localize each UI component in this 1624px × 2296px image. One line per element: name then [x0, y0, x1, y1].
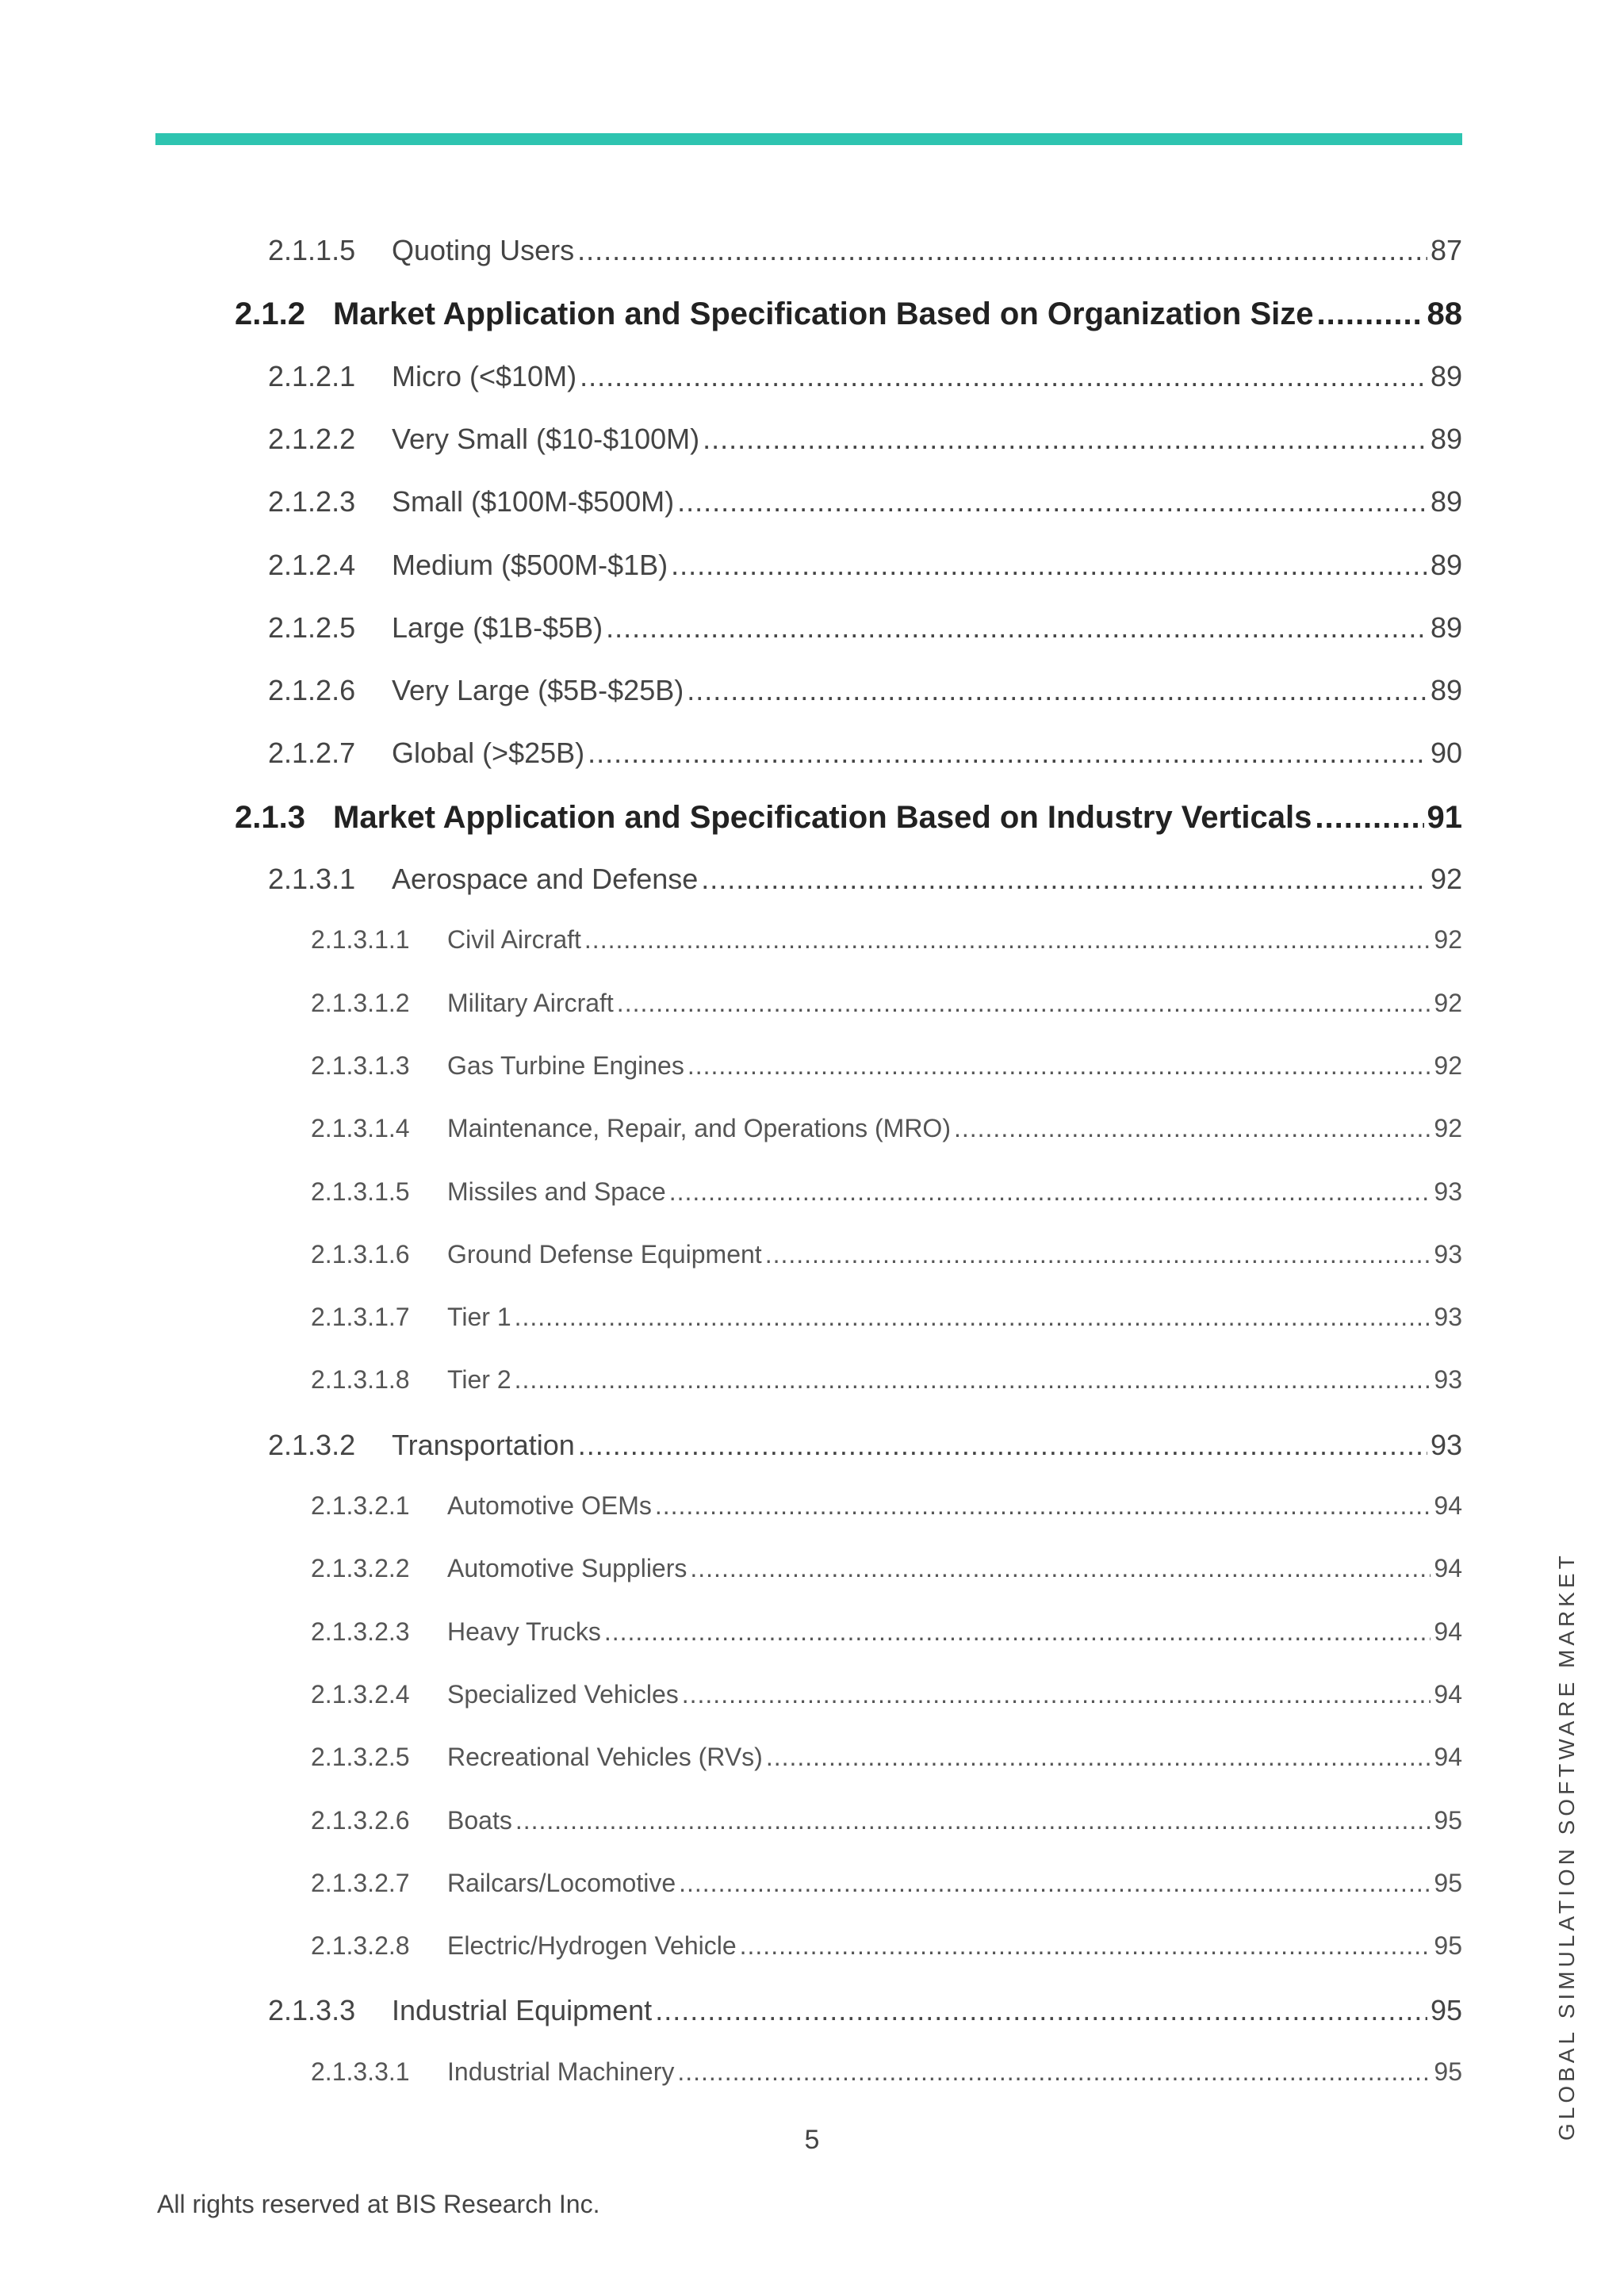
toc-entry[interactable]: [311, 1051, 1462, 1081]
toc-entry[interactable]: [311, 1177, 1462, 1207]
toc-entry[interactable]: [311, 1931, 1462, 1961]
toc-entry-page: 89: [1430, 611, 1462, 644]
toc-entry[interactable]: [235, 297, 1462, 332]
toc-entry[interactable]: [268, 485, 1462, 519]
toc-entry-title: Ground Defense Equipment: [447, 1240, 762, 1269]
toc-entry-title: Medium ($500M-$1B): [392, 549, 668, 581]
toc-entry-page: 95: [1434, 1869, 1462, 1897]
toc-dot-leader: [703, 423, 1427, 456]
toc-dot-leader: [679, 1869, 1431, 1898]
toc-entry-page: 93: [1430, 1429, 1462, 1461]
toc-entry[interactable]: [311, 1114, 1462, 1143]
toc-dot-leader: [1317, 297, 1424, 332]
toc-entry-page: 89: [1430, 360, 1462, 392]
toc-entry-page: 87: [1430, 234, 1462, 266]
toc-entry-page: 94: [1434, 1680, 1462, 1709]
toc-entry-page: 93: [1434, 1303, 1462, 1331]
toc-entry[interactable]: [268, 360, 1462, 393]
toc-entry-number: 2.1.1.5: [268, 234, 356, 266]
toc-entry-number: 2.1.3.2.6: [311, 1806, 410, 1835]
toc-entry-page: 89: [1430, 674, 1462, 706]
toc-entry-page: 89: [1430, 423, 1462, 455]
toc-dot-leader: [617, 989, 1431, 1018]
toc-entry-number: 2.1.3.3: [268, 1994, 356, 2026]
toc-entry-page: 89: [1430, 485, 1462, 518]
toc-entry[interactable]: [268, 1994, 1462, 2027]
toc-entry[interactable]: [268, 234, 1462, 267]
toc-entry-title: Quoting Users: [392, 234, 575, 266]
toc-dot-leader: [655, 1994, 1427, 2027]
toc-entry[interactable]: [311, 1303, 1462, 1332]
toc-entry-page: 92: [1434, 1051, 1462, 1080]
toc-dot-leader: [515, 1806, 1431, 1835]
toc-entry-page: 92: [1434, 989, 1462, 1017]
toc-entry-title: Large ($1B-$5B): [392, 611, 603, 644]
toc-dot-leader: [580, 360, 1427, 393]
toc-dot-leader: [682, 1680, 1431, 1709]
toc-entry-page: 92: [1434, 925, 1462, 954]
toc-dot-leader: [677, 485, 1427, 519]
toc-dot-leader: [687, 674, 1427, 707]
toc-entry-number: 2.1.3.2: [268, 1429, 356, 1461]
toc-entry-title: Market Application and Specification Based on Organization Size: [333, 297, 1314, 331]
toc-entry-page: 94: [1434, 1554, 1462, 1582]
toc-entry-number: 2.1.3.1.8: [311, 1365, 410, 1394]
toc-entry-page: 94: [1434, 1617, 1462, 1646]
toc-entry-number: 2.1.3: [235, 800, 305, 835]
toc-entry-page: 92: [1430, 863, 1462, 895]
toc-dot-leader: [690, 1554, 1431, 1583]
toc-entry[interactable]: [311, 925, 1462, 955]
toc-entry[interactable]: [311, 2057, 1462, 2087]
toc-entry-title: Civil Aircraft: [447, 925, 581, 954]
toc-entry-number: 2.1.2.7: [268, 737, 356, 769]
running-side-title: GLOBAL SIMULATION SOFTWARE MARKET: [1554, 1552, 1579, 2141]
toc-entry-page: 90: [1430, 737, 1462, 769]
toc-entry-page: 95: [1434, 2057, 1462, 2086]
toc-entry-title: Industrial Equipment: [392, 1994, 653, 2026]
toc-entry-title: Boats: [447, 1806, 512, 1835]
toc-entry[interactable]: [311, 1617, 1462, 1647]
toc-entry-number: 2.1.3.1.3: [311, 1051, 410, 1080]
toc-entry-title: Heavy Trucks: [447, 1617, 601, 1646]
toc-entry[interactable]: [311, 1743, 1462, 1772]
toc-entry-number: 2.1.3.1.1: [311, 925, 410, 954]
toc-dot-leader: [584, 925, 1431, 955]
toc-entry-number: 2.1.3.2.5: [311, 1743, 410, 1771]
toc-dot-leader: [766, 1743, 1431, 1772]
toc-entry-number: 2.1.3.1.6: [311, 1240, 410, 1269]
toc-entry[interactable]: [311, 1554, 1462, 1583]
toc-entry[interactable]: [268, 423, 1462, 456]
toc-entry-page: 95: [1430, 1994, 1462, 2026]
toc-dot-leader: [577, 234, 1427, 267]
toc-entry-page: 92: [1434, 1114, 1462, 1142]
toc-entry[interactable]: [311, 1806, 1462, 1835]
toc-entry[interactable]: [268, 611, 1462, 645]
toc-entry[interactable]: [311, 1869, 1462, 1898]
toc-entry-title: Aerospace and Defense: [392, 863, 699, 895]
toc-entry-title: Automotive OEMs: [447, 1491, 652, 1520]
toc-entry-title: Very Small ($10-$100M): [392, 423, 700, 455]
toc-entry-page: 94: [1434, 1743, 1462, 1771]
toc-entry[interactable]: [311, 1680, 1462, 1709]
toc-entry[interactable]: [311, 989, 1462, 1018]
toc-entry-number: 2.1.2.2: [268, 423, 356, 455]
toc-entry-number: 2.1.2: [235, 297, 305, 331]
toc-entry-number: 2.1.3.1.7: [311, 1303, 410, 1331]
toc-entry-page: 94: [1434, 1491, 1462, 1520]
toc-entry-title: Transportation: [392, 1429, 575, 1461]
toc-entry-page: 91: [1427, 800, 1462, 835]
toc-entry-number: 2.1.2.4: [268, 549, 356, 581]
toc-entry-number: 2.1.3.3.1: [311, 2057, 410, 2086]
toc-entry-number: 2.1.3.2.3: [311, 1617, 410, 1646]
toc-dot-leader: [669, 1177, 1431, 1207]
toc-dot-leader: [765, 1240, 1431, 1269]
toc-entry-page: 93: [1434, 1365, 1462, 1394]
toc-dot-leader: [671, 549, 1427, 582]
toc-entry-title: Tier 1: [447, 1303, 511, 1331]
toc-entry-number: 2.1.2.5: [268, 611, 356, 644]
toc-entry-number: 2.1.3.2.4: [311, 1680, 410, 1709]
page-number: 5: [804, 2125, 820, 2155]
toc-entry-number: 2.1.3.1.2: [311, 989, 410, 1017]
toc-entry-number: 2.1.3.1: [268, 863, 356, 895]
toc-entry-title: Tier 2: [447, 1365, 511, 1394]
toc-entry-title: Recreational Vehicles (RVs): [447, 1743, 763, 1771]
toc-entry[interactable]: [311, 1365, 1462, 1395]
toc-entry-page: 93: [1434, 1240, 1462, 1269]
toc-entry-page: 89: [1430, 549, 1462, 581]
footer-copyright: All rights reserved at BIS Research Inc.: [157, 2190, 600, 2218]
toc-dot-leader: [954, 1114, 1431, 1143]
toc-dot-leader: [701, 863, 1427, 896]
toc-entry[interactable]: [268, 674, 1462, 707]
toc-entry-title: Railcars/Locomotive: [447, 1869, 676, 1897]
toc-dot-leader: [604, 1617, 1431, 1647]
toc-dot-leader: [578, 1429, 1427, 1462]
toc-entry-number: 2.1.3.2.1: [311, 1491, 410, 1520]
toc-entry-number: 2.1.2.3: [268, 485, 356, 518]
header-accent-rule: [155, 133, 1462, 145]
toc-entry[interactable]: [311, 1240, 1462, 1269]
toc-dot-leader: [1315, 800, 1423, 836]
toc-entry-number: 2.1.2.6: [268, 674, 356, 706]
toc-dot-leader: [606, 611, 1427, 645]
toc-entry-title: Market Application and Specification Based on Industry Verticals: [333, 800, 1312, 835]
toc-dot-leader: [688, 1051, 1431, 1081]
toc-entry-number: 2.1.3.2.8: [311, 1931, 410, 1960]
toc-entry-page: 95: [1434, 1806, 1462, 1835]
toc-dot-leader: [515, 1303, 1431, 1332]
toc-entry[interactable]: [268, 737, 1462, 770]
toc-entry[interactable]: [268, 863, 1462, 896]
toc-entry-title: Maintenance, Repair, and Operations (MRO): [447, 1114, 951, 1142]
toc-entry-title: Specialized Vehicles: [447, 1680, 679, 1709]
toc-entry-number: 2.1.2.1: [268, 360, 356, 392]
toc-entry[interactable]: [235, 800, 1462, 836]
toc-entry[interactable]: [311, 1491, 1462, 1521]
toc-dot-leader: [588, 737, 1427, 770]
toc-entry-title: Micro (<$10M): [392, 360, 577, 392]
toc-entry-page: 93: [1434, 1177, 1462, 1206]
toc-entry-title: Military Aircraft: [447, 989, 614, 1017]
toc-entry-title: Missiles and Space: [447, 1177, 666, 1206]
toc-entry-title: Electric/Hydrogen Vehicle: [447, 1931, 737, 1960]
toc-entry-number: 2.1.3.2.7: [311, 1869, 410, 1897]
toc-entry-title: Global (>$25B): [392, 737, 585, 769]
toc-entry-title: Gas Turbine Engines: [447, 1051, 684, 1080]
toc-dot-leader: [655, 1491, 1431, 1521]
toc-dot-leader: [740, 1931, 1431, 1961]
toc-entry-title: Small ($100M-$500M): [392, 485, 675, 518]
toc-entry-page: 88: [1427, 297, 1462, 331]
toc-dot-leader: [677, 2057, 1431, 2087]
toc-dot-leader: [515, 1365, 1431, 1395]
toc-entry-number: 2.1.3.1.5: [311, 1177, 410, 1206]
toc-entry-title: Industrial Machinery: [447, 2057, 675, 2086]
toc-entry-page: 95: [1434, 1931, 1462, 1960]
toc-entry-number: 2.1.3.2.2: [311, 1554, 410, 1582]
toc-entry-title: Very Large ($5B-$25B): [392, 674, 684, 706]
toc-entry-number: 2.1.3.1.4: [311, 1114, 410, 1142]
toc-entry[interactable]: [268, 549, 1462, 582]
toc-entry[interactable]: [268, 1429, 1462, 1462]
toc-entry-title: Automotive Suppliers: [447, 1554, 688, 1582]
